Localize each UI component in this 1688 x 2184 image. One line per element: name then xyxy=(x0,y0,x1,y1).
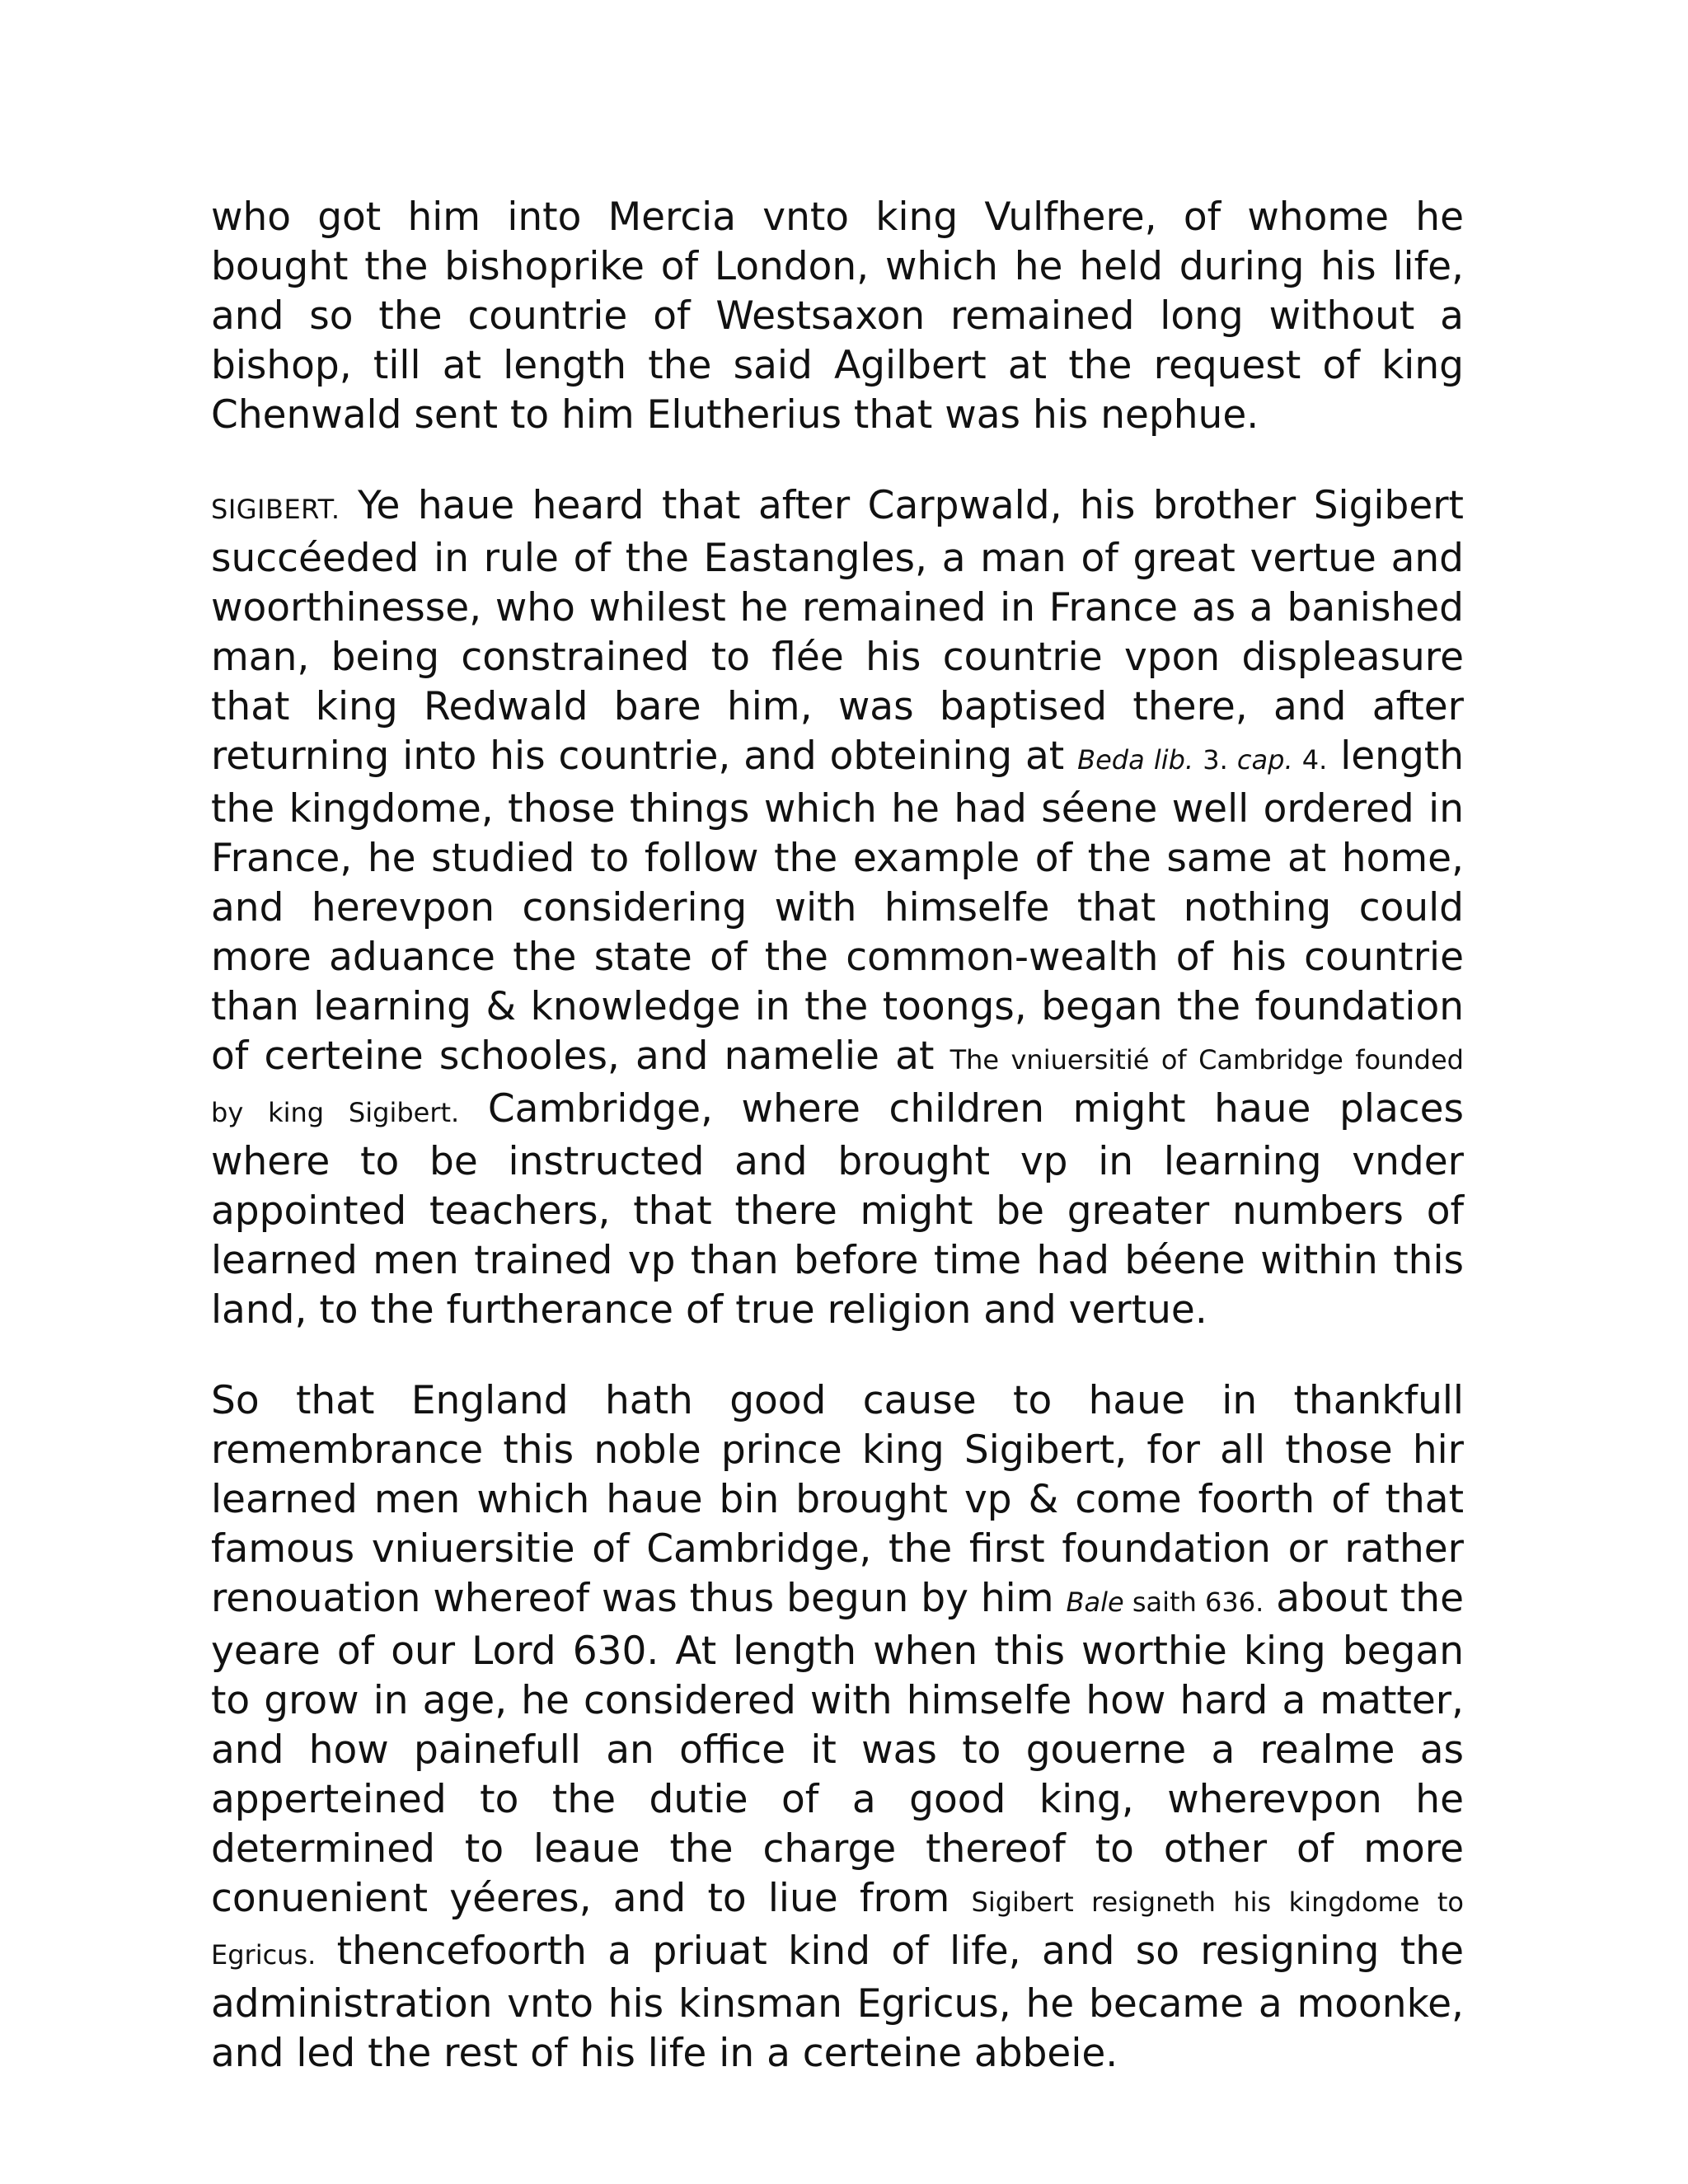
paragraph-england xyxy=(211,1376,1464,2079)
paragraph-text: So that England hath good cause to haue in thankfull remembrance this noble prince king Sigibert, for all those hir learned men which haue bin brought vp & come foorth of that famous vniuersitie of Cambridge, the first foundation or rather renouation whereof was thus begun by him xyxy=(211,1378,1464,1621)
paragraph-agilbert xyxy=(211,193,1464,440)
paragraph-text: Ye haue heard that after Carpwald, his brother Sigibert succéeded in rule of the Eastangles, a man of great vertue and woorthinesse, who whilest he remained in France as a banished man, being constrained to flée his countrie vpon displeasure that king Redwald bare him, was baptised there, and after returning into his countrie, and obteining at xyxy=(211,483,1464,779)
section-heading: SIGIBERT. xyxy=(211,494,340,525)
note-number: 4. xyxy=(1292,744,1328,776)
paragraph-text: length the kingdome, those things which he had séene well ordered in France, he studied to follow the example of the same at home, and herevpon considering with himselfe that nothing could more aduance the state of the common-wealth of his countrie than learning & knowledge in the toongs, began the foundation of certeine schooles, and namelie at xyxy=(211,733,1465,1079)
paragraph-text: about the yeare of our Lord 630. At length when this worthie king began to grow in age, he considered with himselfe how hard a matter, and how painefull an office it was to gouerne a realme as apperteined to the dutie of a good king, wherevpon he determined to leaue the charge thereof to other of more conuenient yéeres, and to liue from xyxy=(211,1576,1464,1921)
note-number: 3. xyxy=(1193,744,1237,776)
margin-note-beda xyxy=(1077,744,1327,776)
paragraph-text: Cambridge, where children might haue places where to be instructed and brought vp in learning vnder appointed teachers, that there might be greater numbers of learned men trained vp than before time had béene within this land, to the furtherance of true religion and vertue. xyxy=(211,1086,1465,1333)
note-cap: cap. xyxy=(1236,744,1293,776)
paragraph-text: thencefoorth a priuat kind of life, and so resigning the administration vnto his kinsman Egricus, he became a moonke, and led the rest of his life in a certeine abbeie. xyxy=(211,1929,1464,2076)
paragraph-text: who got him into Mercia vnto king Vulfhere, of whome he bought the bishoprike of London, which he held during his life, and so the countrie of Westsaxon remained long without a bishop, till at length the said Agilbert at the request of king Chenwald sent to him Elutherius that was his nephue. xyxy=(211,194,1464,438)
margin-note-cambridge: The vniuersitié of Cambridge founded by king Sigibert. xyxy=(211,1044,1464,1128)
note-text: saith 636. xyxy=(1123,1586,1264,1618)
note-source: Beda lib. xyxy=(1077,744,1194,776)
document-page xyxy=(211,193,1464,2120)
margin-note-bale xyxy=(1067,1586,1264,1618)
note-source: Bale xyxy=(1066,1586,1124,1618)
margin-note-egricus: Sigibert resigneth his kingdome to Egricus. xyxy=(211,1886,1465,1971)
paragraph-sigibert xyxy=(211,481,1464,1335)
